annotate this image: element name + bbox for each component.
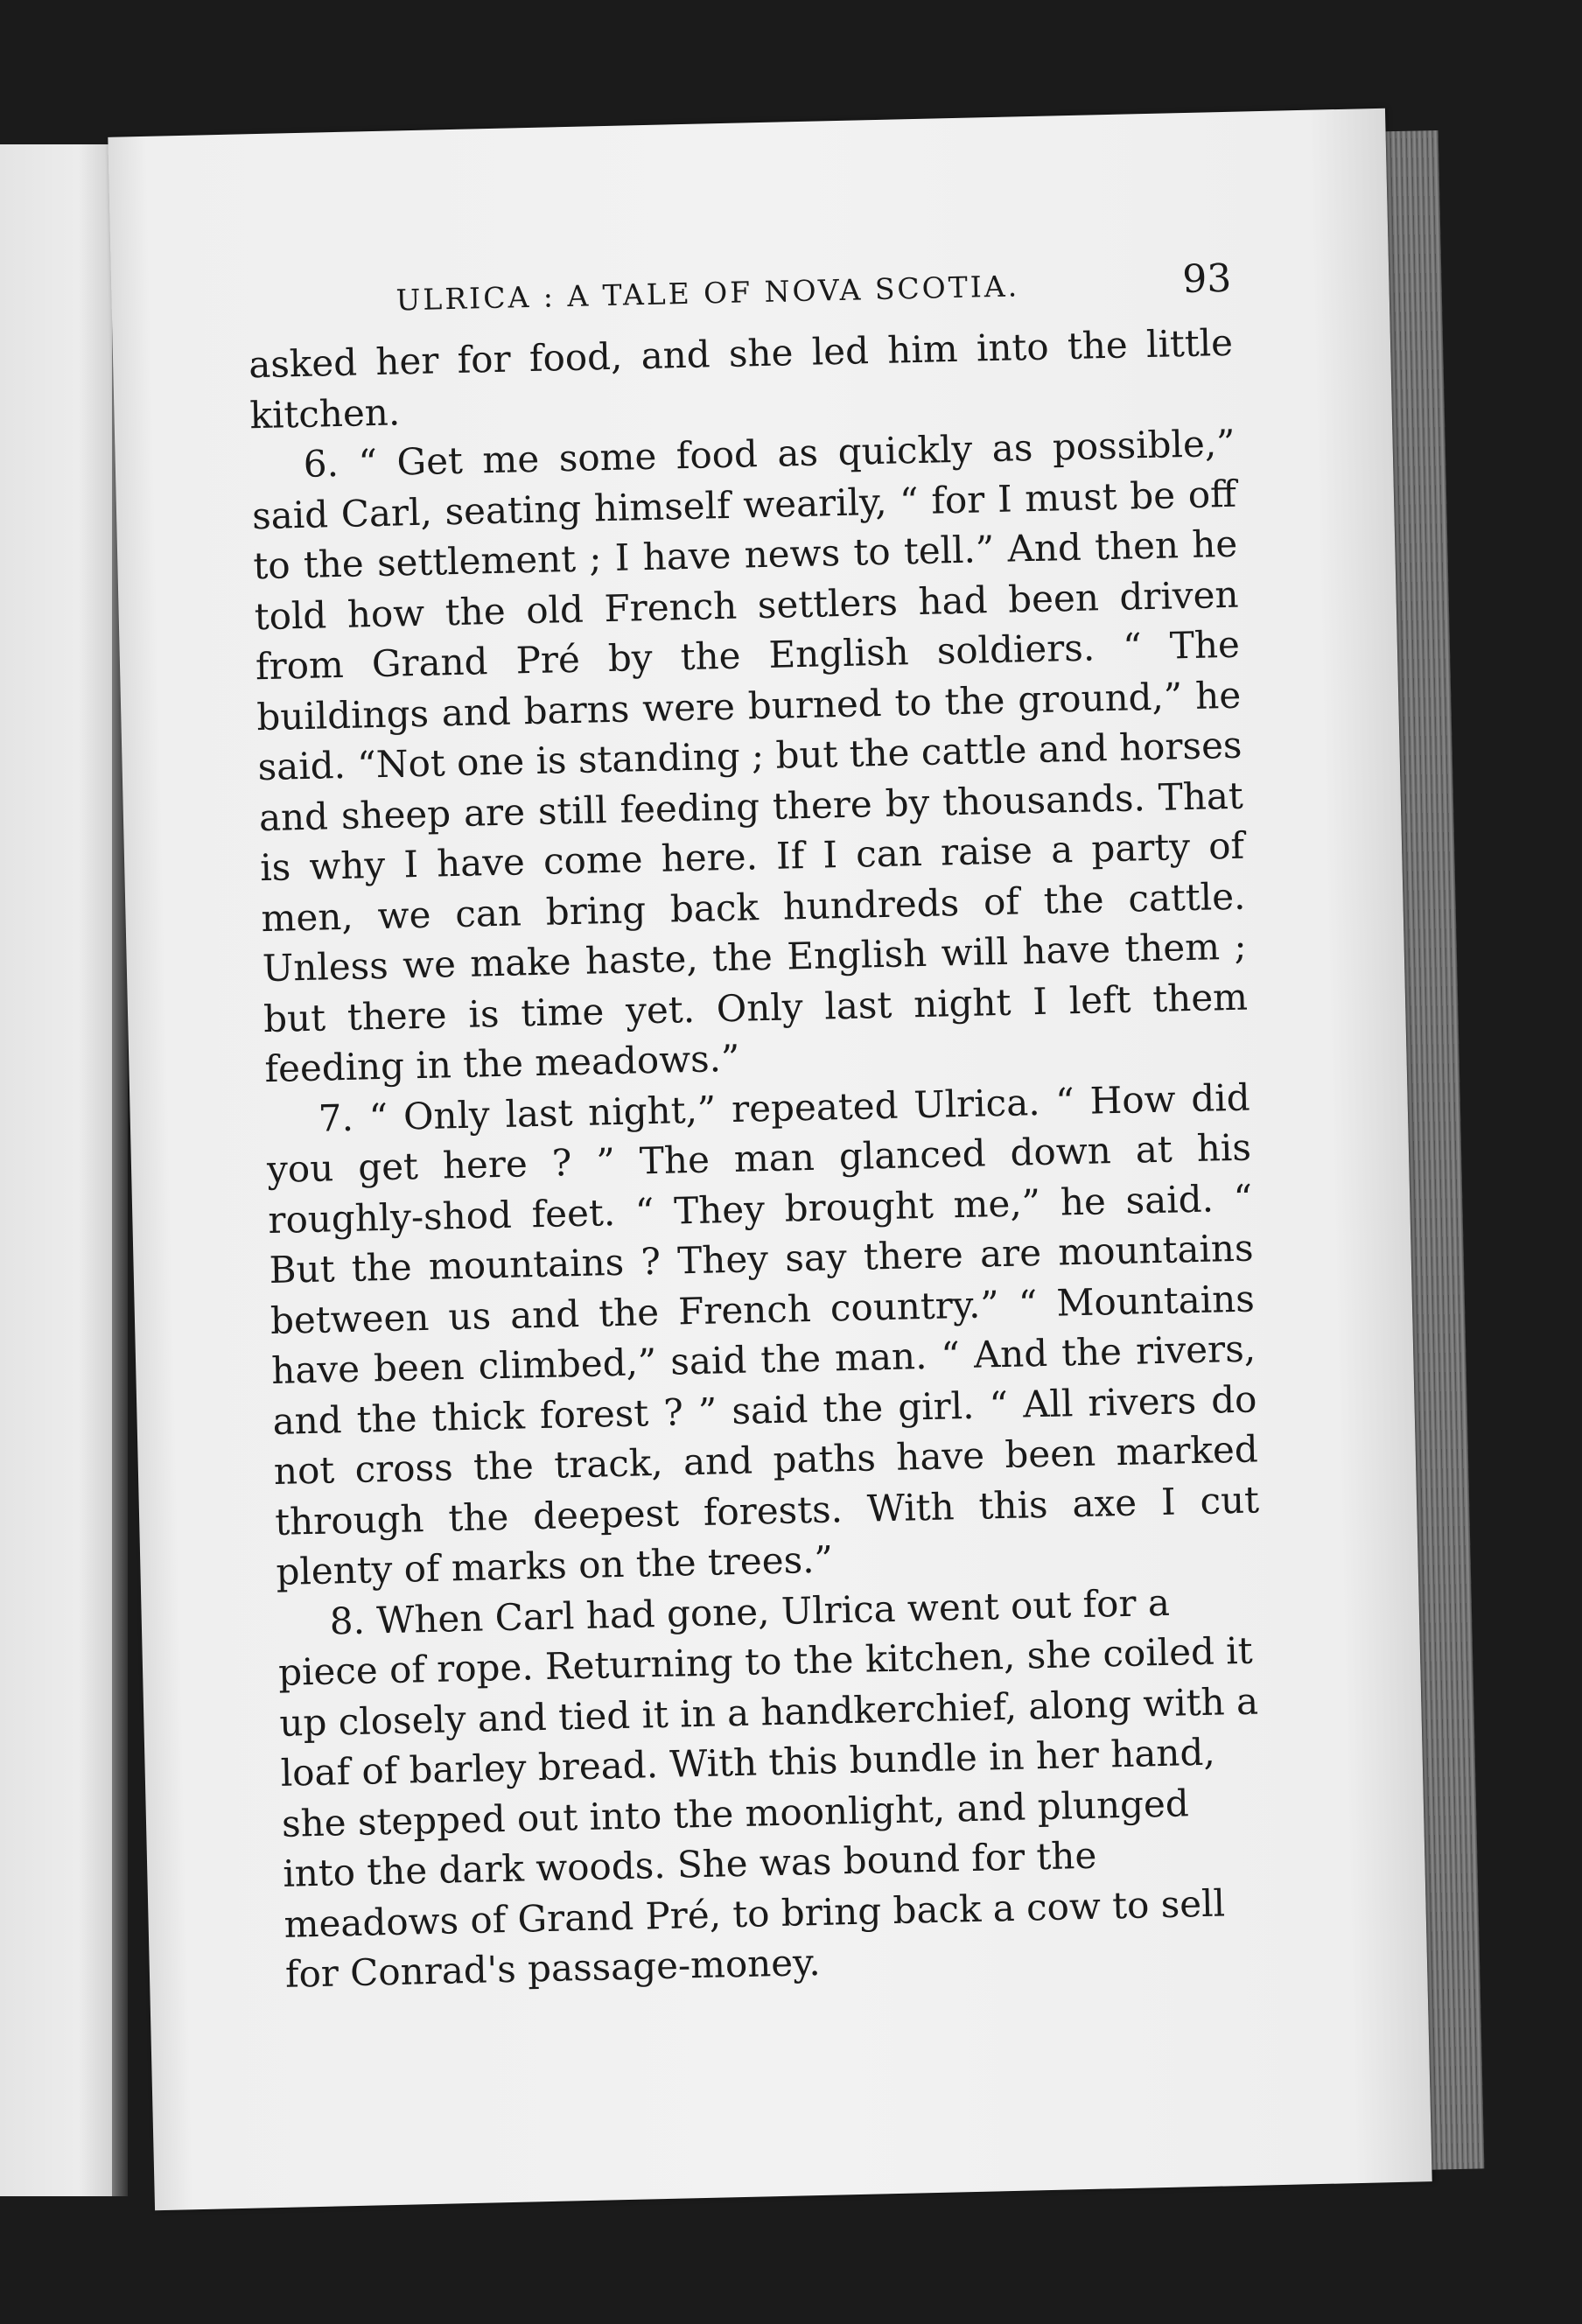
- page-number: 93: [1181, 256, 1232, 303]
- paragraph-8: 8. When Carl had gone, Ulrica went out for a piece of rope. Returning to the kitchen, she coiled it up closely and tied it in a handkerchief, along with a loaf of barley bread. With this bundle in her hand, she stepped out into the moonlight, and plunged into the dark woods. She was bound for the meadows of Grand Pré, to bring back a cow to sell for Conrad's passage-money.: [277, 1580, 1259, 1996]
- paragraph-continuation: asked her for food, and she led him into the little kitchen.: [248, 320, 1234, 437]
- paragraph-7: 7. “ Only last night,” repeated Ulrica. “ How did you get here ? ” The man glanced down at his roughly-shod feet. “ They brought me,” he said. “ But the mountains ? They say there are mountains between us and the French country.” “ Mountains have been climbed,” said the man. “ And the rivers, and the thick forest ? ” said the girl. “ All rivers do not cross the track, and paths have been marked through the deepest forests. With this axe I cut plenty of marks on the trees.”: [266, 1075, 1260, 1593]
- previous-page-edge: [0, 144, 112, 2196]
- running-title: ULRICA : A TALE OF NOVA SCOTIA.: [396, 269, 1020, 318]
- page-text: [247, 256, 1270, 2000]
- paragraph-6: 6. “ Get me some food as quickly as possible,” said Carl, seating himself wearily, “ for I must be off to the settlement ; I have news to tell.” And then he told how the old French settlers had been driven from Grand Pré by the English soldiers. “ The buildings and barns were burned to the ground,” he said. “Not one is standing ; but the cattle and horses and sheep are still feeding there by thousands. That is why I have come here. If I can raise a party of men, we can bring back hundreds of the cattle. Unless we make haste, the English will have them ; but there is time yet. Only last night I left them feeding in the meadows.”: [251, 421, 1249, 1091]
- book-page: [108, 108, 1432, 2211]
